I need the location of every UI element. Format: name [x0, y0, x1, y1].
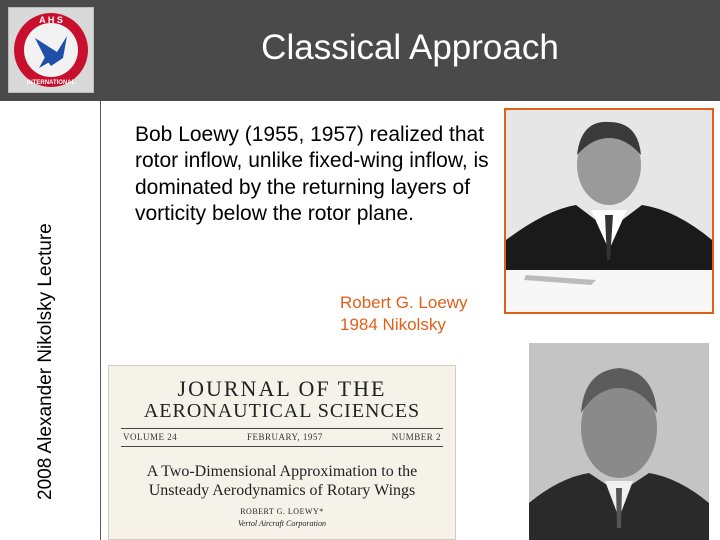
- journal-rule-top: [121, 428, 443, 429]
- journal-date: FEBRUARY, 1957: [247, 432, 323, 442]
- logo-top-text: A H S: [39, 15, 63, 25]
- caption-award: 1984 Nikolsky: [340, 315, 446, 335]
- ahs-international-logo-icon: [9, 8, 93, 92]
- journal-excerpt: [108, 365, 456, 540]
- article-author: ROBERT G. LOEWY*: [240, 507, 324, 516]
- journal-rule-bottom: [121, 446, 443, 447]
- logo: [8, 7, 94, 93]
- header-bar: [0, 0, 720, 101]
- page-title: Classical Approach: [261, 28, 559, 67]
- photo-young-loewy: [504, 108, 714, 314]
- journal-number: NUMBER 2: [391, 432, 441, 442]
- journal-volume: VOLUME 24: [123, 432, 178, 442]
- article-title-line1: A Two-Dimensional Approximation to the: [146, 463, 418, 480]
- journal-name-line2: AERONAUTICAL SCIENCES: [143, 400, 421, 422]
- article-title-line2: Unsteady Aerodynamics of Rotary Wings: [148, 482, 416, 499]
- photo-caption: [340, 292, 510, 336]
- article-affiliation: Vertol Aircraft Corporation: [237, 519, 326, 528]
- caption-name: Robert G. Loewy: [340, 293, 468, 312]
- journal-name-line1: JOURNAL OF THE: [177, 376, 387, 401]
- body-text: Bob Loewy (1955, 1957) realized that rotor inflow, unlike fixed-wing inflow, is dominated by the returning layers of vorticity below the rotor plane.: [135, 123, 489, 225]
- lecture-label: 2008 Alexander Nikolsky Lecture: [35, 223, 56, 500]
- logo-ring-text: INTERNATIONAL: [26, 80, 76, 86]
- photo-older-loewy: [529, 343, 709, 540]
